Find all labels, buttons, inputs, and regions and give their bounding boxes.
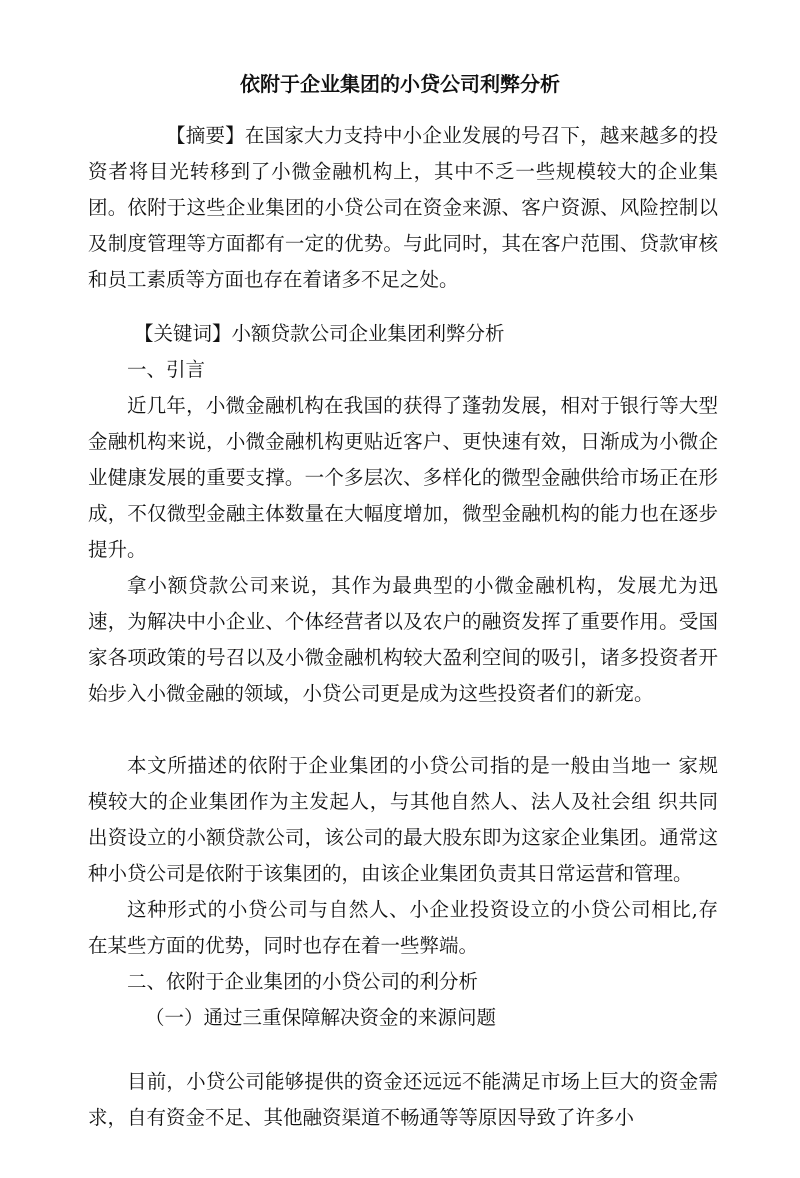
funding-paragraph-1: 目前，小贷公司能够提供的资金还远远不能满足市场上巨大的资金需求，自有资金不足、其他融资渠道不畅通等等原因导致了许多小 — [88, 1070, 718, 1129]
document-title: 依附于企业集团的小贷公司利弊分析 — [240, 72, 560, 96]
abstract-paragraph: 【摘要】在国家大力支持中小企业发展的号召下，越来越多的投资者将目光转移到了小微金融机构上，其中不乏一些规模较大的企业集团。依附于这些企业集团的小贷公司在资金来源、客户资源、风险控制以及制度管理等方面都有一定的优势。与此同时，其在客户范围、贷款审核和员工素质等方面也存在着诸多不足之处。 — [88, 124, 718, 291]
section-heading-introduction: 一、引言 — [127, 358, 206, 381]
subsection-heading-funding: （一）通过三重保障解决资金的来源问题 — [145, 1006, 497, 1029]
section-heading-advantages: 二、依附于企业集团的小贷公司的利分析 — [127, 970, 479, 993]
intro-paragraph-1: 近几年，小微金融机构在我国的获得了蓬勃发展，相对于银行等大型金融机构来说，小微金融机构更贴近客户、更快速有效，日渐成为小微企业健康发展的重要支撑。一个多层次、多样化的微型金融供给市场正在形成，不仅微型金融主体数量在大幅度增加，微型金融机构的能力也在逐步提升。 — [88, 394, 718, 561]
intro-paragraph-3: 本文所描述的依附于企业集团的小贷公司指的是一般由当地一 家规模较大的企业集团作为主发起人，与其他自然人、法人及社会组 织共同出资设立的小额贷款公司，该公司的最大股东即为这家企业集团。通常这种小贷公司是依附于该集团的，由该企业集团负责其日常运营和管理。 — [88, 754, 718, 885]
intro-paragraph-4: 这种形式的小贷公司与自然人、小企业投资设立的小贷公司相比,存在某些方面的优势，同时也存在着一些弊端。 — [88, 898, 718, 957]
keywords-line: 【关键词】小额贷款公司企业集团利弊分析 — [134, 322, 505, 345]
intro-paragraph-2: 拿小额贷款公司来说，其作为最典型的小微金融机构，发展尤为迅速，为解决中小企业、个体经营者以及农户的融资发挥了重要作用。受国家各项政策的号召以及小微金融机构较大盈利空间的吸引，诸多投资者开始步入小微金融的领域，小贷公司更是成为这些投资者们的新宠。 — [88, 574, 718, 705]
